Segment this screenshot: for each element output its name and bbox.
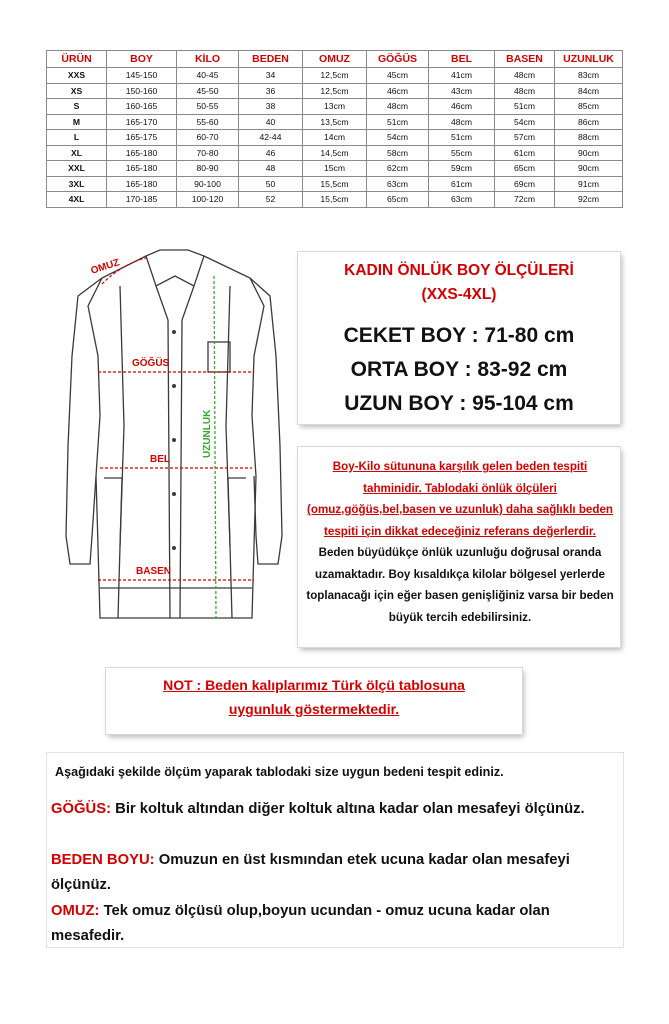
table-cell: 50-55 [177,99,239,115]
table-row [47,83,623,99]
table-cell: 165-180 [107,145,177,161]
table-cell: 14,5cm [303,145,367,161]
column-header: KİLO [177,51,239,68]
lab-coat-diagram [58,246,290,638]
chest-pocket [208,342,230,372]
table-cell: 60-70 [177,130,239,146]
size-advice-box [298,447,620,647]
table-cell: 85cm [555,99,623,115]
table-cell: 14cm [303,130,367,146]
table-cell: 38 [239,99,303,115]
table-cell: 61cm [429,176,495,192]
table-cell: 88cm [555,130,623,146]
how-to-measure-box [46,752,624,948]
table-cell: 59cm [429,161,495,177]
definition-gogus [51,797,615,822]
table-cell: 48cm [367,99,429,115]
table-cell: 165-175 [107,130,177,146]
table-cell: 54cm [495,114,555,130]
how-to-measure-intro: Aşağıdaki şekilde ölçüm yaparak tablodaki size uygun bedeni tespit ediniz. [55,765,504,779]
table-cell: 36 [239,83,303,99]
table-cell: 40-45 [177,68,239,84]
table-cell: 61cm [495,145,555,161]
size-cell: S [47,99,107,115]
table-row [47,161,623,177]
column-header: ÜRÜN [47,51,107,68]
table-cell: 46cm [367,83,429,99]
table-cell: 145-150 [107,68,177,84]
table-cell: 57cm [495,130,555,146]
table-cell: 48cm [429,114,495,130]
table-row [47,145,623,161]
size-cell: 4XL [47,192,107,208]
table-cell: 170-185 [107,192,177,208]
table-cell: 15,5cm [303,176,367,192]
table-cell: 48 [239,161,303,177]
table-cell: 83cm [555,68,623,84]
table-cell: 45cm [367,68,429,84]
size-cell: M [47,114,107,130]
omuz-label: OMUZ [89,257,121,277]
coat-collar [146,250,204,286]
column-header: GÖĞÜS [367,51,429,68]
definition-omuz [51,899,615,949]
table-cell: 51cm [429,130,495,146]
length-info-box [298,252,620,424]
table-cell: 41cm [429,68,495,84]
definition-term: OMUZ: [51,903,100,919]
table-cell: 91cm [555,176,623,192]
definition-text: Omuzun en üst kısmından etek ucuna kadar olan mesafeyi ölçünüz. [51,852,570,893]
table-cell: 42-44 [239,130,303,146]
coat-body-outline [88,256,264,618]
table-cell: 46 [239,145,303,161]
table-cell: 92cm [555,192,623,208]
definition-text: Bir koltuk altından diğer koltuk altına kadar olan mesafeyi ölçünüz. [111,801,585,817]
table-cell: 65cm [495,161,555,177]
coat-left-sleeve [66,278,102,564]
table-cell: 54cm [367,130,429,146]
note-line-1: NOT : Beden kalıplarımız Türk ölçü tablosuna [163,677,465,693]
table-cell: 52 [239,192,303,208]
column-header: UZUNLUK [555,51,623,68]
table-cell: 45-50 [177,83,239,99]
length-box-title: KADIN ÖNLÜK BOY ÖLÇÜLERİ [344,262,574,279]
table-cell: 34 [239,68,303,84]
table-row [47,114,623,130]
size-advice-red-text: Boy-Kilo sütununa karşılık gelen beden tespiti tahminidir. Tablodaki önlük ölçüleri (omuz,göğüs,bel,basen ve uzunluk) daha sağlıklı beden tespiti için dikkat edeceğiniz referans değerlerdir. [307,460,613,538]
table-cell: 13,5cm [303,114,367,130]
table-row [47,130,623,146]
table-cell: 63cm [429,192,495,208]
size-advice-black-text: Beden büyüdükçe önlük uzunluğu doğrusal oranda uzamaktadır. Boy kısaldıkça kilolar bölgesel yerlerde toplanacağı için eğer basen genişliğiniz varsa bir beden büyük tercih edebilirsiniz. [306,546,614,624]
size-cell: L [47,130,107,146]
column-header: BEDEN [239,51,303,68]
column-header: BASEN [495,51,555,68]
table-cell: 15cm [303,161,367,177]
table-cell: 62cm [367,161,429,177]
table-header-row [47,51,623,68]
table-row [47,99,623,115]
table-body [47,68,623,208]
definition-term: BEDEN BOYU: [51,852,155,868]
table-cell: 58cm [367,145,429,161]
table-cell: 50 [239,176,303,192]
size-cell: XXS [47,68,107,84]
table-cell: 46cm [429,99,495,115]
column-header: OMUZ [303,51,367,68]
table-cell: 70-80 [177,145,239,161]
size-cell: XXL [47,161,107,177]
bel-label: BEL [150,454,170,465]
length-medium: ORTA BOY : 83-92 cm [350,358,568,381]
table-cell: 43cm [429,83,495,99]
column-header: BOY [107,51,177,68]
table-cell: 165-180 [107,161,177,177]
table-cell: 40 [239,114,303,130]
table-cell: 150-160 [107,83,177,99]
table-row [47,176,623,192]
table-cell: 72cm [495,192,555,208]
table-cell: 15,5cm [303,192,367,208]
size-advice-text [306,456,614,628]
table-cell: 100-120 [177,192,239,208]
table-row [47,192,623,208]
size-cell: XL [47,145,107,161]
table-cell: 84cm [555,83,623,99]
table-row [47,68,623,84]
note-box [106,668,522,734]
table-cell: 13cm [303,99,367,115]
table-cell: 80-90 [177,161,239,177]
table-cell: 55cm [429,145,495,161]
length-box-subtitle: (XXS-4XL) [421,286,497,303]
table-cell: 55-60 [177,114,239,130]
table-cell: 165-180 [107,176,177,192]
table-cell: 90cm [555,161,623,177]
table-cell: 160-165 [107,99,177,115]
table-cell: 12,5cm [303,83,367,99]
uzunluk-label: UZUNLUK [202,409,213,458]
table-cell: 90-100 [177,176,239,192]
table-cell: 63cm [367,176,429,192]
gogus-label: GÖĞÜS [132,358,170,369]
table-cell: 12,5cm [303,68,367,84]
length-jacket: CEKET BOY : 71-80 cm [343,324,575,347]
table-cell: 48cm [495,83,555,99]
table-cell: 51cm [495,99,555,115]
uzunluk-measure-line [214,276,216,618]
table-cell: 165-170 [107,114,177,130]
size-cell: 3XL [47,176,107,192]
size-chart-table [46,50,623,208]
definition-text: Tek omuz ölçüsü olup,boyun ucundan - omuz ucuna kadar olan mesafedir. [51,903,550,944]
basen-label: BASEN [136,566,172,577]
table-cell: 48cm [495,68,555,84]
definition-beden-boyu [51,848,615,898]
size-cell: XS [47,83,107,99]
definition-term: GÖĞÜS: [51,801,112,817]
table-cell: 90cm [555,145,623,161]
table-cell: 86cm [555,114,623,130]
column-header: BEL [429,51,495,68]
length-long: UZUN BOY : 95-104 cm [344,392,574,415]
note-line-2: uygunluk göstermektedir. [228,701,400,717]
table-cell: 65cm [367,192,429,208]
table-cell: 69cm [495,176,555,192]
table-cell: 51cm [367,114,429,130]
